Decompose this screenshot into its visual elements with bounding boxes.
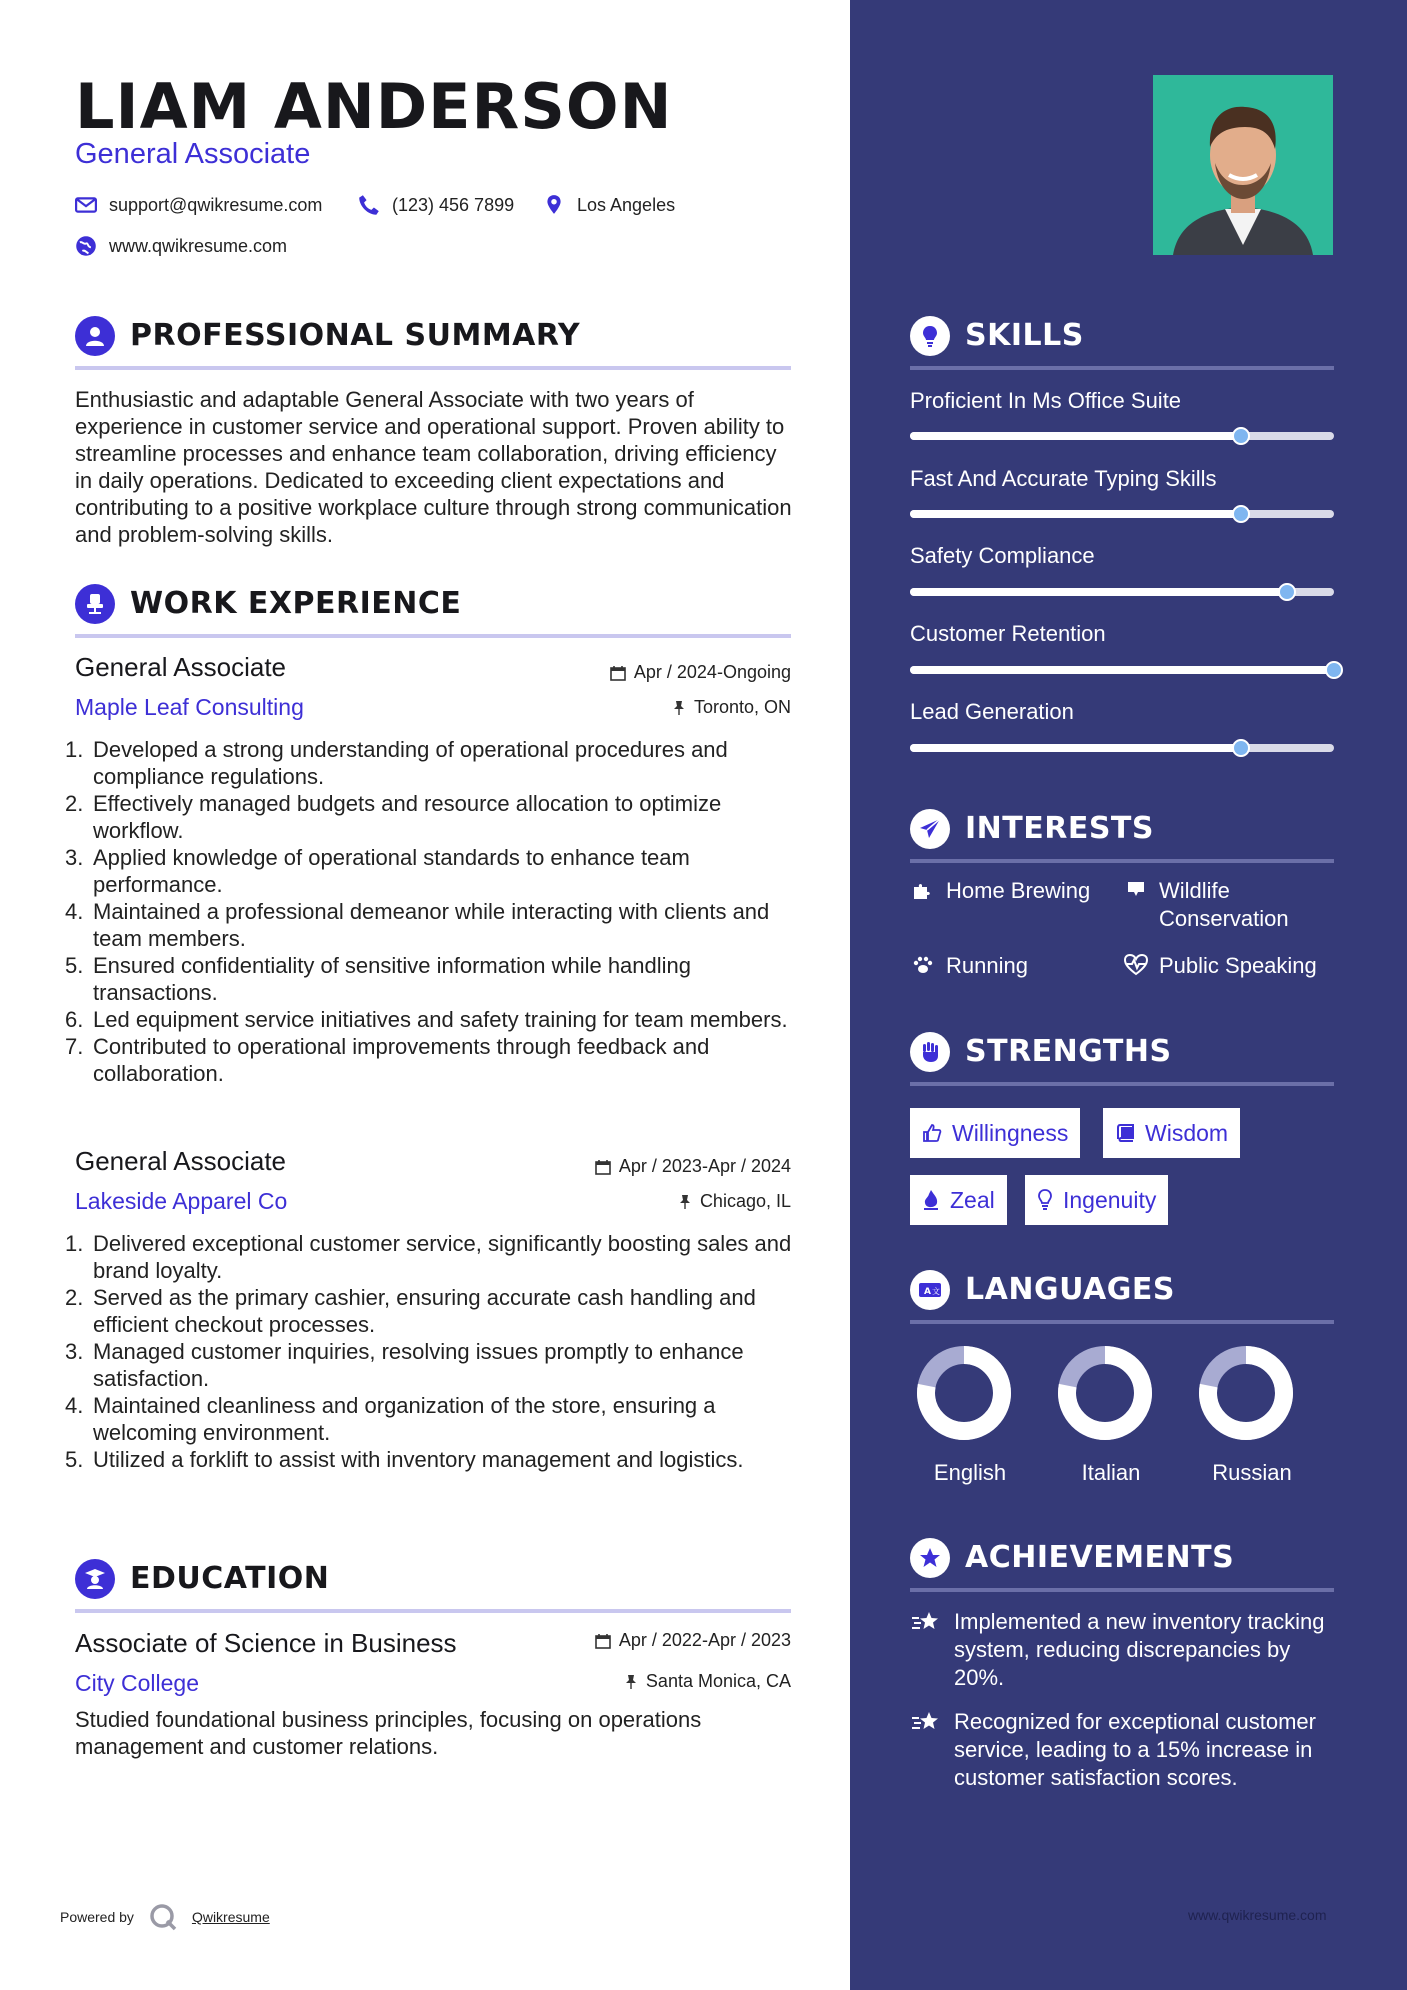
flame-icon <box>922 1189 940 1211</box>
interest-label: Public Speaking <box>1159 953 1317 978</box>
strength-label: Ingenuity <box>1063 1186 1157 1213</box>
job-company: Maple Leaf Consulting <box>75 694 304 720</box>
achievement-text: Implemented a new inventory tracking system, reducing discrepancies by 20%. <box>954 1609 1325 1690</box>
pushpin-icon <box>624 1674 638 1690</box>
experience-section-header <box>75 576 791 638</box>
skill-bar <box>910 432 1334 440</box>
language-donut <box>1196 1343 1296 1443</box>
job-location <box>500 697 791 718</box>
degree-title: Associate of Science in Business <box>75 1628 457 1658</box>
interest-label: Running <box>946 953 1028 978</box>
interest-item <box>910 952 1110 980</box>
skill-label: Customer Retention <box>910 621 1106 646</box>
profile-photo <box>1153 75 1333 255</box>
summary-section-header <box>75 308 791 370</box>
pushpin-icon <box>678 1194 692 1210</box>
language-label: English <box>933 1460 1007 1485</box>
skills-section-header <box>910 308 1334 370</box>
portrait-illustration <box>1153 75 1333 255</box>
job-bullets <box>75 736 795 1087</box>
heartbeat-icon <box>1123 952 1149 976</box>
summary-text: Enthusiastic and adaptable General Associate with two years of experience in customer service and operational support. Proven ability to streamline processes and enhance team collaboration, driving efficiency in daily operations. Dedicated to exceeding client expectations and contributing to a positive workplace culture through strong communication and problem-solving skills. <box>75 387 792 547</box>
achievement-text: Recognized for exceptional customer service, leading to a 15% increase in customer satisfaction scores. <box>954 1709 1316 1790</box>
contact-website[interactable] <box>75 235 287 257</box>
strength-label: Willingness <box>952 1119 1069 1146</box>
list-item: Developed a strong understanding of operational procedures and compliance regulations. <box>93 737 728 789</box>
interest-label: Wildlife Conservation <box>1159 878 1289 931</box>
language-donut <box>914 1343 1014 1443</box>
list-item: Managed customer inquiries, resolving issues promptly to enhance satisfaction. <box>93 1339 744 1391</box>
globe-icon <box>75 235 97 257</box>
education-location <box>500 1671 791 1692</box>
calendar-icon <box>595 1633 611 1649</box>
list-item: Served as the primary cashier, ensuring accurate cash handling and efficient checkout processes. <box>93 1285 756 1337</box>
achievements-heading: ACHIEVEMENTS <box>965 1540 1235 1575</box>
skill-slider-knob[interactable] <box>1232 739 1250 757</box>
languages-section-header <box>910 1262 1334 1324</box>
email-text: support@qwikresume.com <box>109 194 323 215</box>
job-location-text: Toronto, ON <box>693 697 791 717</box>
skill-slider-knob[interactable] <box>1232 505 1250 523</box>
candidate-name: LIAM ANDERSON <box>75 70 673 143</box>
candidate-title: General Associate <box>75 138 311 170</box>
strength-chip <box>1025 1175 1168 1225</box>
shooting-star-icon <box>910 1708 942 1734</box>
job-date-text: Apr / 2023-Apr / 2024 <box>618 1156 791 1176</box>
list-item: Ensured confidentiality of sensitive information while handling transactions. <box>93 953 692 1005</box>
job-date-text: Apr / 2024-Ongoing <box>633 662 791 682</box>
skill-bar-fill <box>910 744 1241 752</box>
education-location-text: Santa Monica, CA <box>645 1671 791 1691</box>
skill-bar-fill <box>910 588 1287 596</box>
education-heading: EDUCATION <box>130 1561 330 1596</box>
qwikresume-link[interactable]: Qwikresume <box>191 1909 270 1925</box>
strength-chip <box>1103 1108 1240 1158</box>
calendar-icon <box>595 1159 611 1175</box>
phone-text: (123) 456 7899 <box>392 194 515 215</box>
skill-bar-fill <box>910 432 1241 440</box>
list-item: Delivered exceptional customer service, significantly boosting sales and brand loyalty. <box>93 1231 792 1283</box>
interest-item <box>910 877 1110 905</box>
list-item: Utilized a forklift to assist with inventory management and logistics. <box>93 1447 744 1472</box>
office-chair-icon <box>75 584 115 624</box>
languages-heading: LANGUAGES <box>965 1272 1175 1307</box>
skill-slider-knob[interactable] <box>1232 427 1250 445</box>
location-text: Los Angeles <box>577 194 676 215</box>
list-item: Applied knowledge of operational standards to enhance team performance. <box>93 845 690 897</box>
education-date <box>500 1630 791 1651</box>
strength-chip <box>910 1108 1080 1158</box>
achievement-item <box>910 1708 1334 1792</box>
website-text: www.qwikresume.com <box>109 235 288 256</box>
skill-label: Fast And Accurate Typing Skills <box>910 466 1217 491</box>
map-pin-icon <box>543 194 565 216</box>
contact-phone[interactable] <box>358 194 514 216</box>
strength-label: Zeal <box>950 1186 995 1213</box>
list-item: Contributed to operational improvements through feedback and collaboration. <box>93 1034 710 1086</box>
interest-label: Home Brewing <box>946 878 1091 903</box>
interests-heading: INTERESTS <box>965 811 1154 846</box>
job-location-text: Chicago, IL <box>699 1191 791 1211</box>
experience-heading: WORK EXPERIENCE <box>130 586 462 621</box>
list-item: Effectively managed budgets and resource allocation to optimize workflow. <box>93 791 722 843</box>
skill-bar <box>910 588 1334 596</box>
language-donut <box>1055 1343 1155 1443</box>
puzzle-icon <box>910 877 936 901</box>
education-date-text: Apr / 2022-Apr / 2023 <box>618 1630 791 1650</box>
skill-bar <box>910 666 1334 674</box>
skill-label: Proficient In Ms Office Suite <box>910 388 1182 413</box>
fist-icon <box>910 1032 950 1072</box>
phone-icon <box>358 194 380 216</box>
strength-chip <box>910 1175 1007 1225</box>
skill-bar <box>910 744 1334 752</box>
job-title: General Associate <box>75 652 287 682</box>
achievements-section-header <box>910 1530 1334 1592</box>
job-location <box>500 1191 791 1212</box>
contact-email[interactable] <box>75 194 322 216</box>
education-description: Studied foundational business principles, focusing on operations management and customer relations. <box>75 1707 702 1759</box>
lightbulb-icon <box>910 316 950 356</box>
interests-section-header <box>910 801 1334 863</box>
job-date <box>500 662 791 683</box>
education-section-header <box>75 1551 791 1613</box>
skill-bar-fill <box>910 666 1334 674</box>
skills-heading: SKILLS <box>965 318 1084 353</box>
graduate-icon <box>75 1559 115 1599</box>
envelope-icon <box>75 194 97 216</box>
translate-icon <box>910 1270 950 1310</box>
footer-powered-by <box>60 1902 270 1932</box>
job-date <box>500 1156 791 1177</box>
list-item: Led equipment service initiatives and safety training for team members. <box>93 1007 788 1032</box>
paw-icon <box>910 952 936 976</box>
svg-text:文: 文 <box>932 1287 940 1296</box>
shooting-star-icon <box>910 1608 942 1634</box>
calendar-icon <box>610 665 626 681</box>
job-bullets <box>75 1230 795 1473</box>
lightbulb-icon <box>1037 1189 1053 1211</box>
qwikresume-logo-icon <box>148 1902 178 1932</box>
summary-heading: PROFESSIONAL SUMMARY <box>130 318 581 353</box>
wildlife-icon <box>1123 877 1149 901</box>
paper-plane-icon <box>910 809 950 849</box>
list-item: Maintained cleanliness and organization of the store, ensuring a welcoming environment. <box>93 1393 716 1445</box>
interest-item <box>1123 877 1343 933</box>
skill-label: Lead Generation <box>910 699 1074 724</box>
list-item: Maintained a professional demeanor while interacting with clients and team members. <box>93 899 770 951</box>
user-icon <box>75 316 115 356</box>
interest-item <box>1123 952 1343 980</box>
skill-label: Safety Compliance <box>910 543 1095 568</box>
contact-location <box>543 194 675 216</box>
strengths-section-header <box>910 1024 1334 1086</box>
skill-slider-knob[interactable] <box>1325 661 1343 679</box>
strengths-heading: STRENGTHS <box>965 1034 1172 1069</box>
language-label: Russian <box>1212 1460 1292 1485</box>
job-company: Lakeside Apparel Co <box>75 1188 288 1214</box>
svg-text:A: A <box>924 1287 931 1297</box>
skill-bar <box>910 510 1334 518</box>
strength-label: Wisdom <box>1145 1119 1229 1146</box>
footer-website[interactable]: www.qwikresume.com <box>1188 1907 1327 1923</box>
book-icon <box>1115 1123 1135 1143</box>
powered-by-label: Powered by <box>60 1909 134 1925</box>
thumbs-up-icon <box>922 1123 942 1143</box>
school-name: City College <box>75 1670 199 1696</box>
achievement-item <box>910 1608 1334 1692</box>
pushpin-icon <box>672 700 686 716</box>
language-label: Italian <box>1081 1460 1141 1485</box>
job-title: General Associate <box>75 1146 287 1176</box>
skill-bar-fill <box>910 510 1241 518</box>
star-badge-icon <box>910 1538 950 1578</box>
